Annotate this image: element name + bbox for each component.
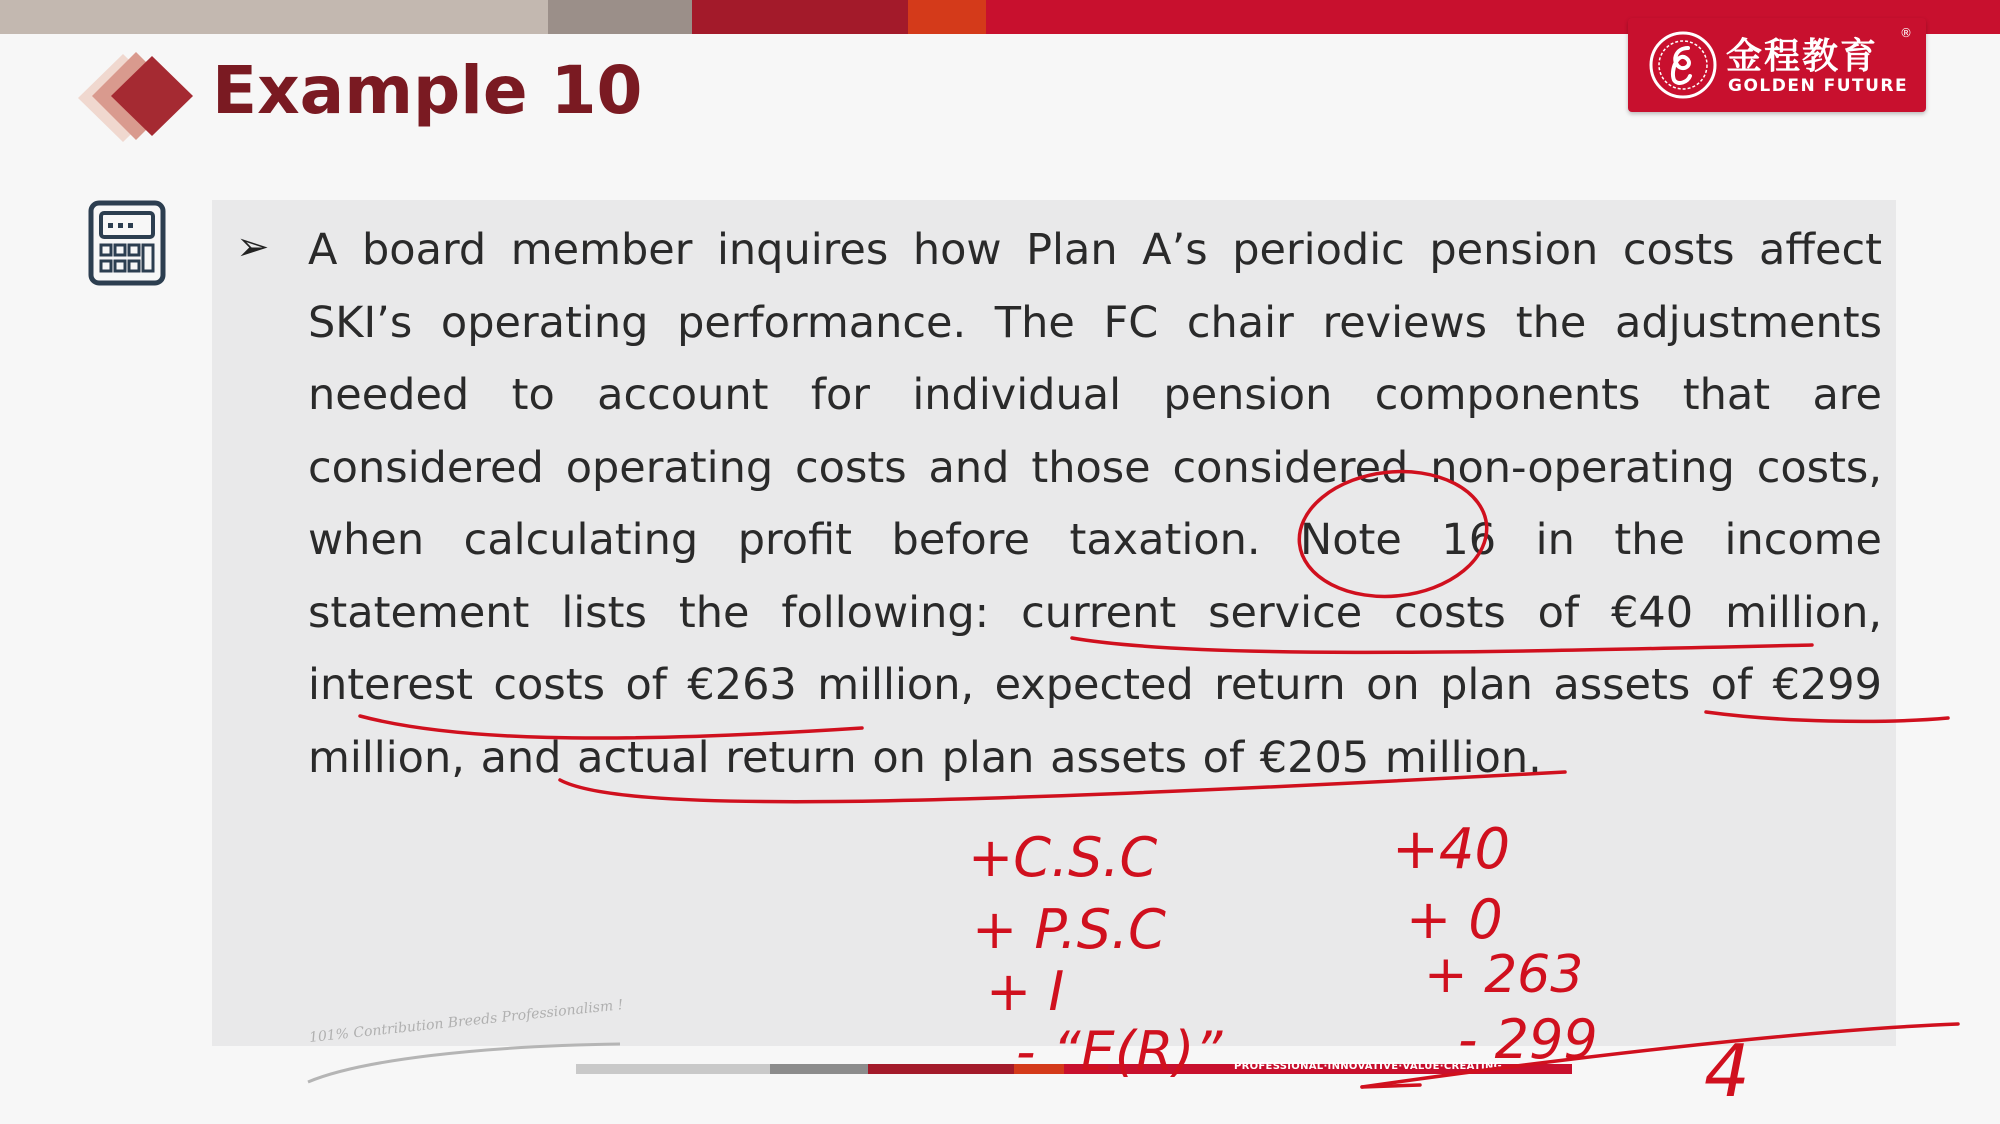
footer-slogan: 101% Contribution Breeds Professionalism ! [308, 997, 624, 1046]
top-bar-segment [0, 0, 548, 34]
annotation-right: +40 [1392, 817, 1511, 882]
annotation-right: + 0 [1406, 888, 1503, 951]
page-title: Example 10 [212, 52, 643, 129]
footer-tagline: PROFESSIONAL·INNOVATIVE·VALUE·CREATING [1234, 1061, 1503, 1072]
annotation-result: 4 [1704, 1029, 1750, 1113]
footer-bar-segment [1014, 1064, 1064, 1074]
annotation-left: - “E(R)” [1016, 1020, 1223, 1083]
arrow-bullet-icon: ➢ [236, 224, 270, 270]
footer-bar-segment [868, 1064, 1014, 1074]
logo-english-name: GOLDEN FUTURE [1728, 76, 1909, 96]
footer-bar-segment [770, 1064, 868, 1074]
footer-bar-segment [576, 1064, 770, 1074]
logo-registered-mark: ® [1900, 26, 1912, 40]
annotation-left: + P.S.C [972, 898, 1166, 961]
question-paragraph: A board member inquires how Plan A’s periodic pension costs affect SKI’s operating performance. The FC chair reviews the adjustments needed to account for individual pension components that are considered operating costs and those considered non-operating costs, when calculating profit before taxation. Note 16 in the income statement lists the following: current service costs of €40 million, interest costs of €263 million, expected return on plan assets of €299 million, and actual return on plan assets of €205 million. [308, 225, 1882, 783]
top-bar-segment [692, 0, 908, 34]
annotation-right: - 299 [1458, 1008, 1598, 1071]
top-bar-segment [548, 0, 692, 34]
annotation-left: + I [986, 960, 1065, 1023]
golden-future-logo [1628, 18, 1926, 112]
logo-emblem-icon [1648, 30, 1718, 100]
logo-chinese-name: 金程教育 [1726, 36, 1879, 77]
top-bar-segment [908, 0, 986, 34]
calculator-icon [88, 200, 166, 286]
result-tick [1362, 1085, 1420, 1087]
annotation-left: +C.S.C [968, 826, 1158, 889]
title-diamond-icon [78, 46, 208, 146]
annotation-right: + 263 [1424, 945, 1584, 1005]
